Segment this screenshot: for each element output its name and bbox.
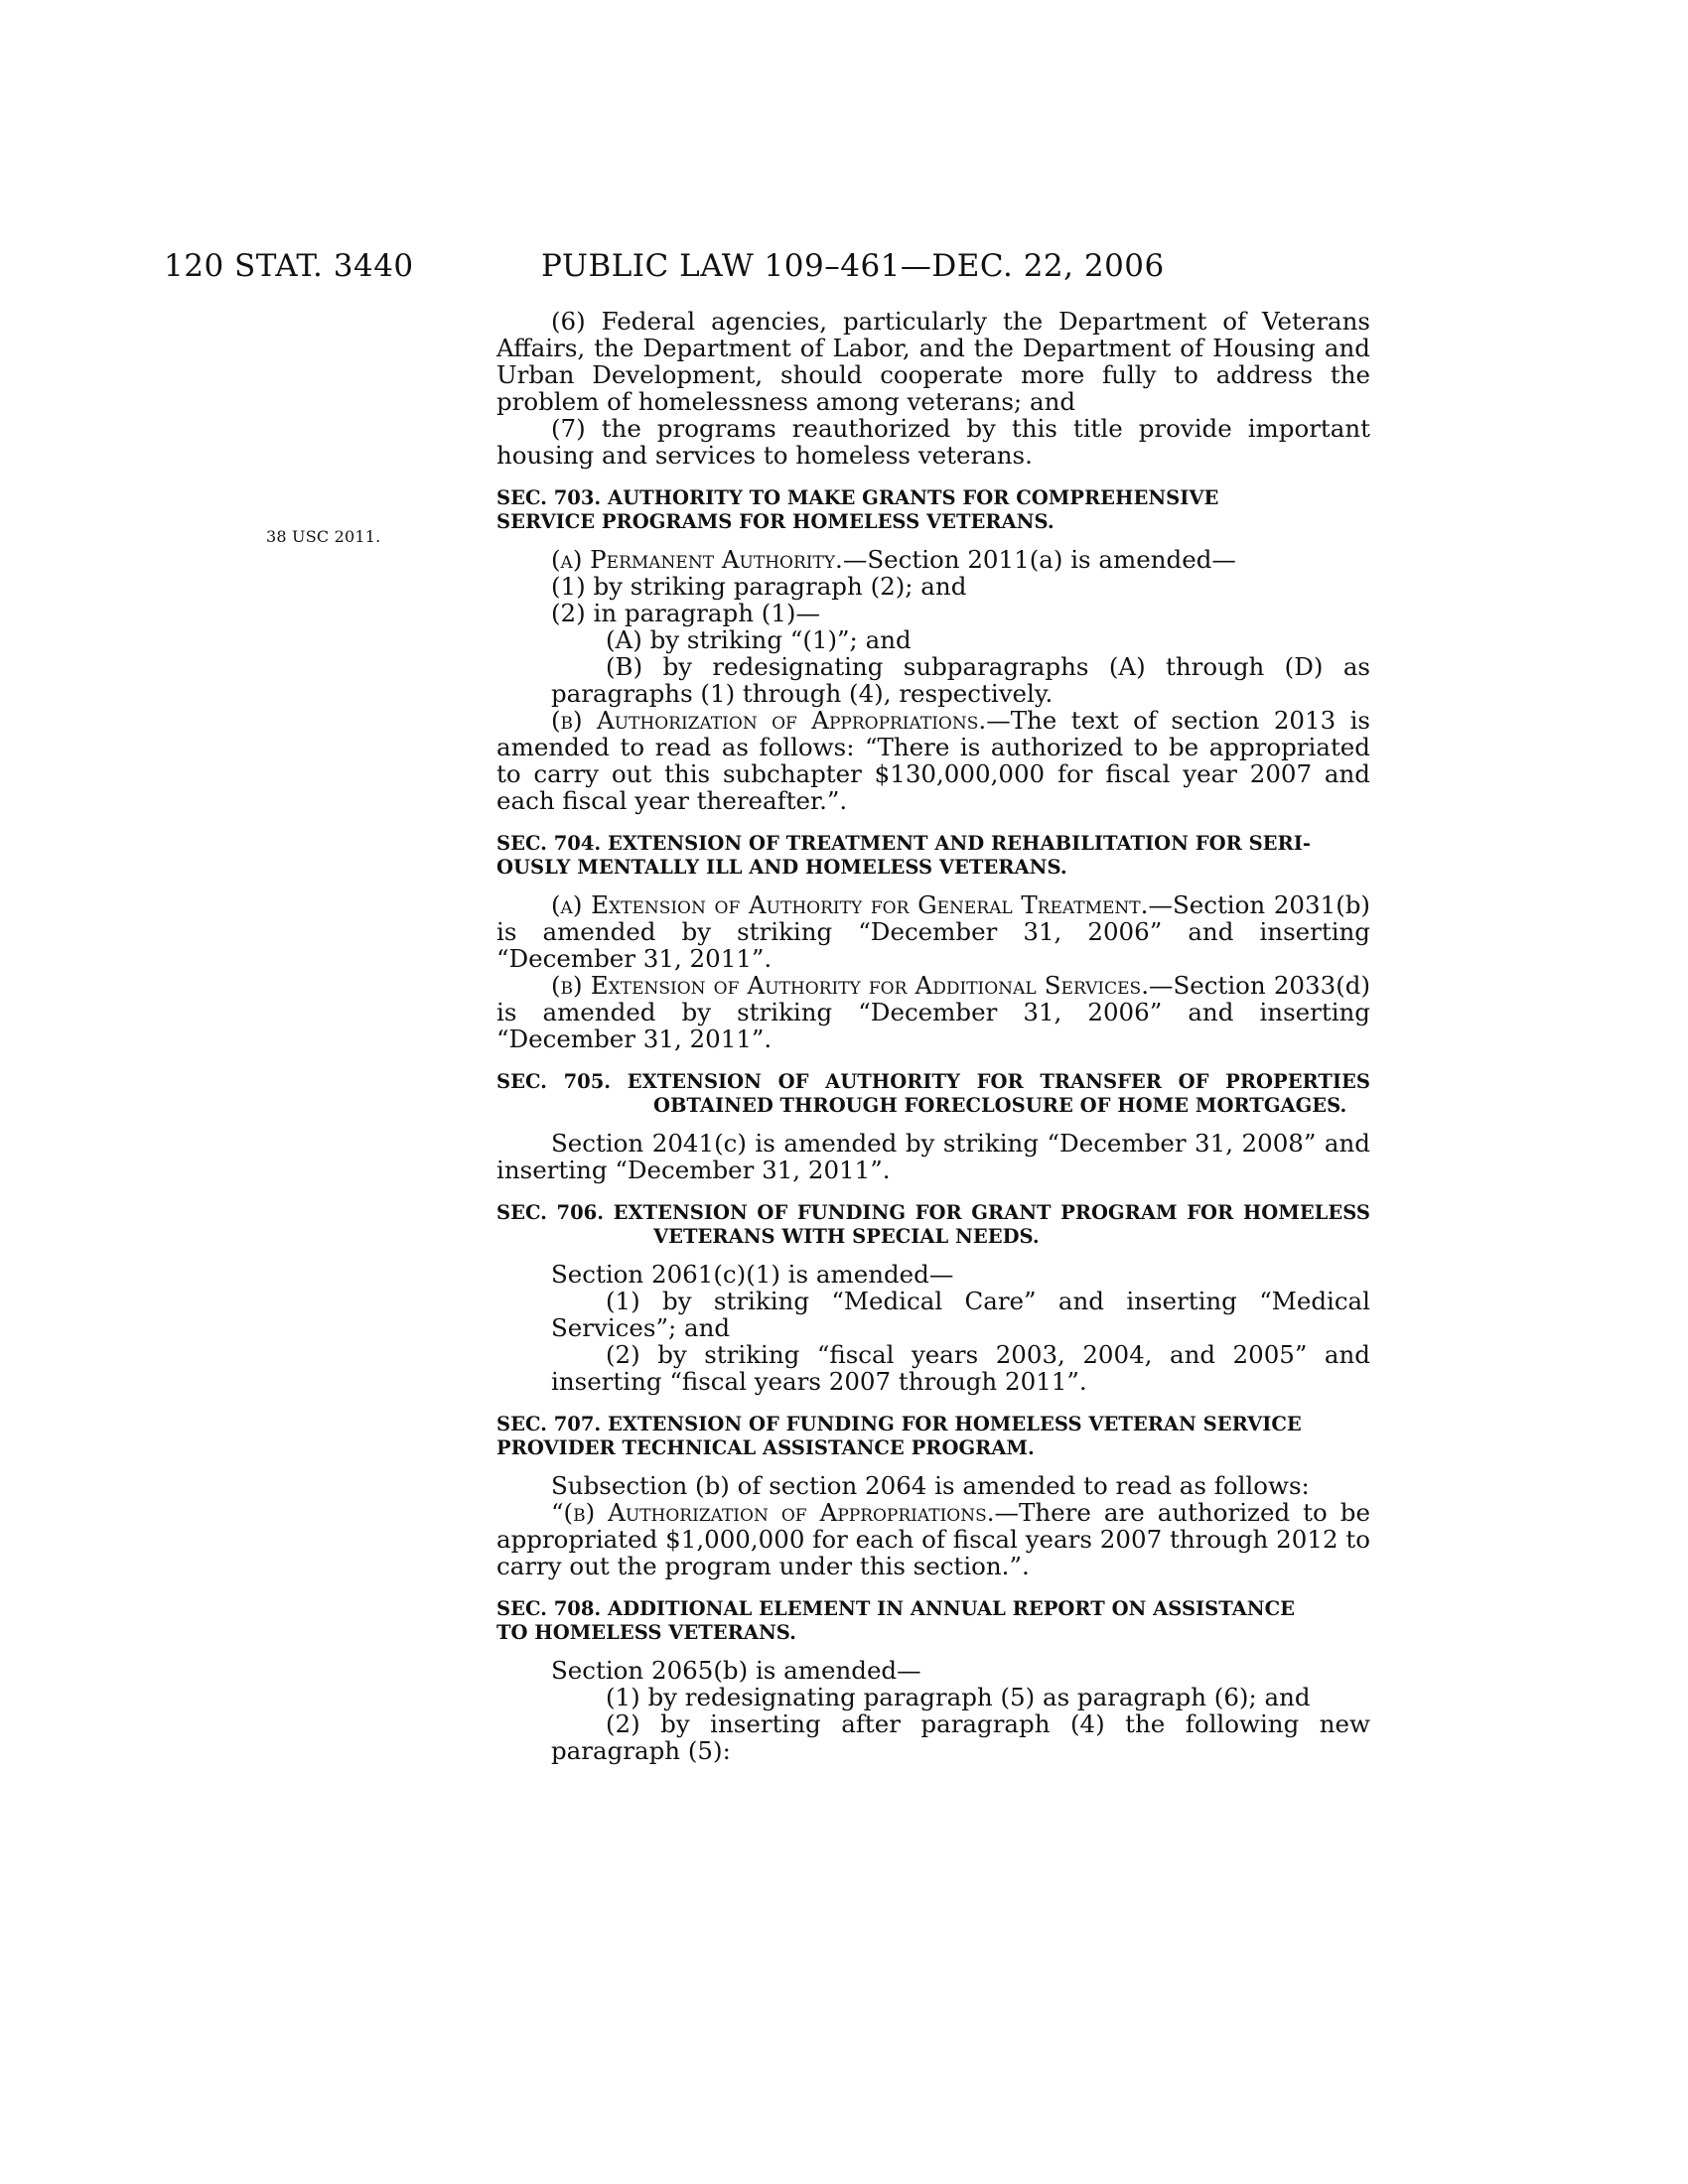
section-708-heading — [496, 1597, 1370, 1645]
section-707-intro: Subsection (b) of section 2064 is amended to read as follows: — [551, 1471, 1310, 1500]
section-704-heading — [496, 832, 1370, 880]
finding-paragraph-6: (6) Federal agencies, particularly the Department of Veterans Affairs, the Department of Labor, and the Department of Housing and Urban Development, should cooperate more fully to address the problem of homelessness among veterans; and — [496, 307, 1370, 416]
section-703-heading — [496, 486, 1370, 534]
section-703-subparagraph-a: (A) by striking “(1)”; and — [606, 625, 912, 654]
section-heading-line: SEC. 707. EXTENSION OF FUNDING FOR HOMELESS VETERAN SERVICE — [496, 1413, 1302, 1435]
section-705-text: Section 2041(c) is amended by striking “December 31, 2008” and inserting “December 31, 2011”. — [496, 1129, 1370, 1184]
section-706-intro: Section 2061(c)(1) is amended— — [551, 1260, 954, 1289]
subsection-heading: (a) Extension of Authority for General Treatment. — [551, 890, 1149, 919]
section-heading-line: SEC. 703. AUTHORITY TO MAKE GRANTS FOR COMPREHENSIVE — [496, 486, 1219, 509]
section-704-subsection-b — [496, 972, 1370, 1052]
subsection-text: —There are authorized to be appropriated $1,000,000 for each of fiscal years 2007 through 2012 to carry out the program under this section.”. — [496, 1498, 1370, 1580]
section-703-paragraph-2: (2) in paragraph (1)— — [551, 599, 820, 627]
section-703-subparagraph-b: (B) by redesignating subparagraphs (A) through (D) as paragraphs (1) through (4), respectively. — [551, 652, 1370, 708]
subsection-heading: (b) Authorization of Appropriations. — [551, 706, 987, 735]
section-703-subsection-b — [496, 707, 1370, 814]
section-heading-line: SEC. 708. ADDITIONAL ELEMENT IN ANNUAL REPORT ON ASSISTANCE — [496, 1597, 1296, 1620]
section-706-paragraph-2: (2) by striking “fiscal years 2003, 2004, and 2005” and inserting “fiscal years 2007 through 2011”. — [551, 1340, 1370, 1396]
section-707-quoted-subsection — [496, 1499, 1370, 1579]
subsection-text: —Section 2031(b) is amended by striking “December 31, 2006” and inserting “December 31, 2011”. — [496, 890, 1370, 973]
section-708-paragraph-2: (2) by inserting after paragraph (4) the following new paragraph (5): — [551, 1709, 1370, 1765]
section-708-paragraph-1: (1) by redesignating paragraph (5) as paragraph (6); and — [606, 1683, 1311, 1711]
section-703-paragraph-1: (1) by striking paragraph (2); and — [551, 572, 967, 601]
page-header-title: PUBLIC LAW 109–461—DEC. 22, 2006 — [541, 248, 1165, 284]
subsection-text: —Section 2033(d) is amended by striking “December 31, 2006” and inserting “December 31, 2011”. — [496, 971, 1370, 1053]
section-heading-line: SEC. 704. EXTENSION OF TREATMENT AND REHABILITATION FOR SERI- — [496, 832, 1311, 855]
section-706-heading: SEC. 706. EXTENSION OF FUNDING FOR GRANT PROGRAM FOR HOMELESS VETERANS WITH SPECIAL NEEDS. — [496, 1201, 1370, 1248]
section-704-subsection-a — [496, 891, 1370, 972]
page-reference: 120 STAT. 3440 — [164, 248, 414, 284]
subsection-heading: “(b) Authorization of Appropriations. — [551, 1498, 995, 1527]
margin-citation: 38 USC 2011. — [266, 527, 381, 546]
finding-paragraph-7: (7) the programs reauthorized by this title provide important housing and services to homeless veterans. — [496, 414, 1370, 470]
subsection-heading: (b) Extension of Authority for Additional Services. — [551, 971, 1149, 1000]
section-heading-line: TO HOMELESS VETERANS. — [496, 1621, 796, 1644]
section-heading-line: PROVIDER TECHNICAL ASSISTANCE PROGRAM. — [496, 1436, 1035, 1459]
section-707-heading — [496, 1413, 1370, 1460]
subsection-text: —The text of section 2013 is amended to read as follows: “There is authorized to be appropriated to carry out this subchapter $130,000,000 for fiscal year 2007 and each fiscal year thereafter.”. — [496, 706, 1370, 815]
document-body — [496, 308, 1370, 1764]
section-heading-line: OUSLY MENTALLY ILL AND HOMELESS VETERANS. — [496, 856, 1067, 879]
section-703-subsection-a — [496, 546, 1370, 573]
section-708-intro: Section 2065(b) is amended— — [551, 1656, 921, 1685]
subsection-heading: (a) Permanent Authority. — [551, 545, 843, 574]
section-705-heading: SEC. 705. EXTENSION OF AUTHORITY FOR TRANSFER OF PROPERTIES OBTAINED THROUGH FORECLOSURE OF HOME MORTGAGES. — [496, 1070, 1370, 1117]
section-heading-line: SERVICE PROGRAMS FOR HOMELESS VETERANS. — [496, 510, 1055, 533]
subsection-text: —Section 2011(a) is amended— — [842, 545, 1236, 574]
section-706-paragraph-1: (1) by striking “Medical Care” and inserting “Medical Services”; and — [551, 1287, 1370, 1342]
